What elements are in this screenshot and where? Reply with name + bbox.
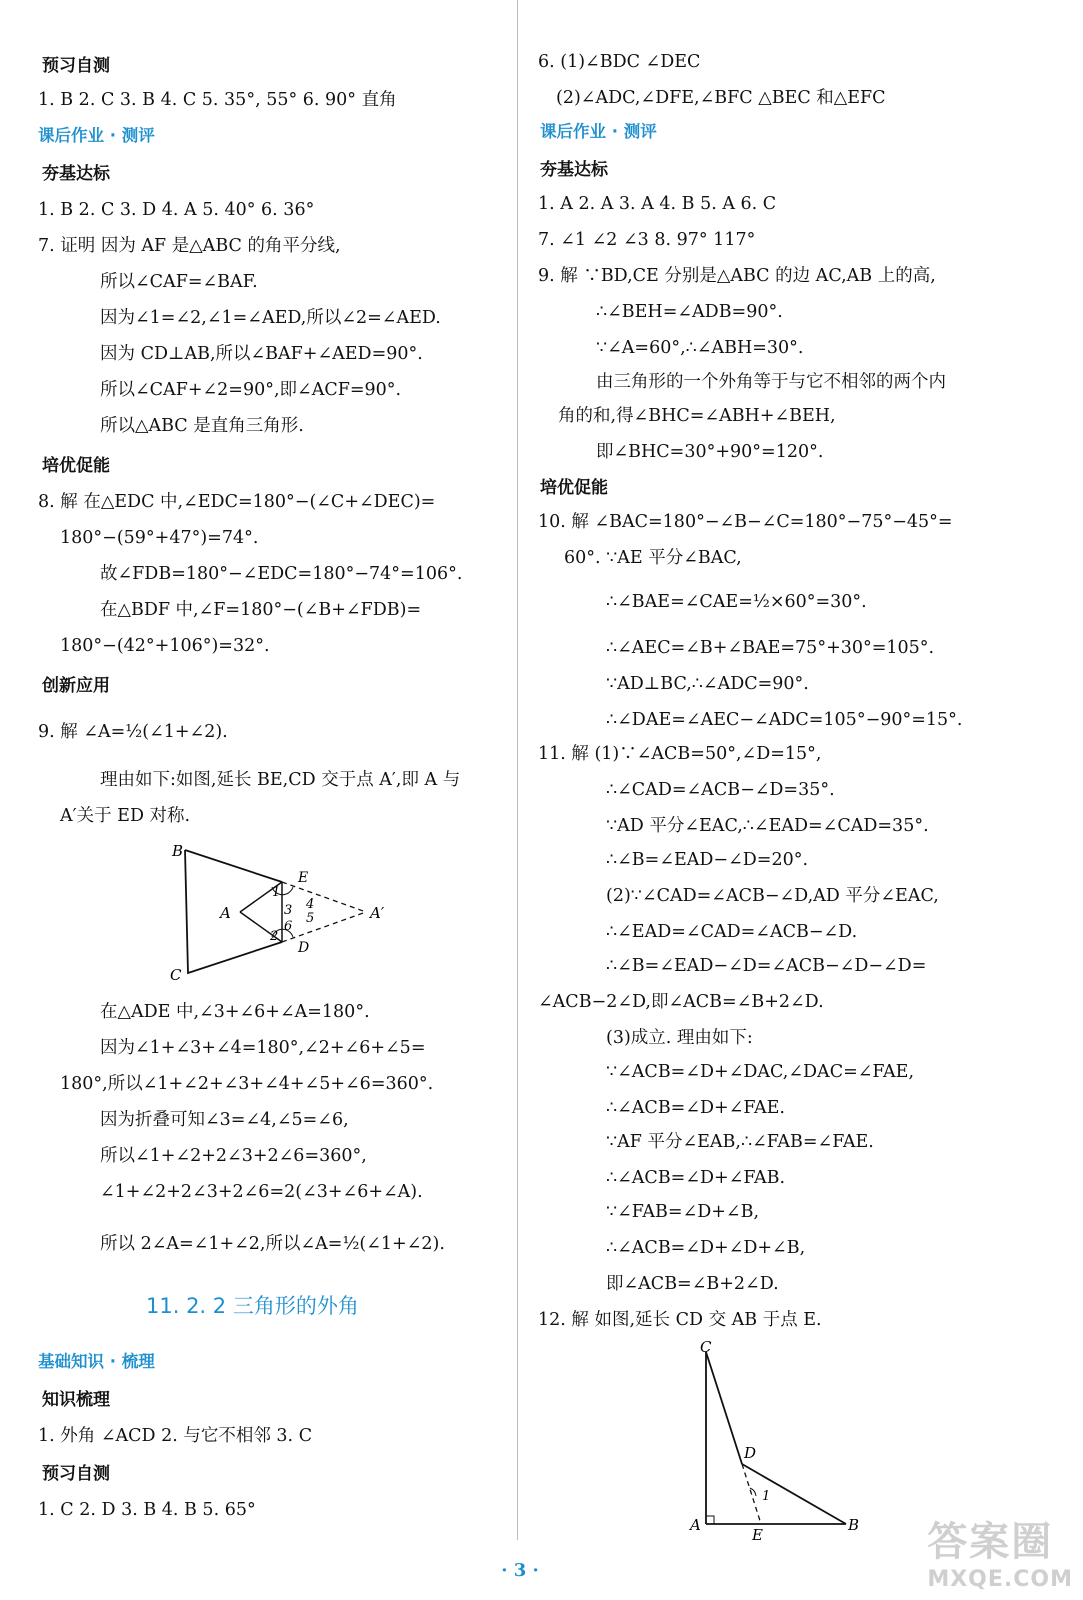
left-line: A′关于 ED 对称. [60,806,191,826]
left-line: 因为 CD⊥AB,所以∠BAF+∠AED=90°. [100,344,423,364]
fig1-angle-1: 1 [272,885,281,900]
right-line: ∵AD 平分∠EAC,∴∠EAD=∠CAD=35°. [606,816,929,836]
right-line: 即∠ACB=∠B+2∠D. [606,1274,779,1294]
fig1-label-A-prime: A′ [370,904,385,922]
right-line: 60°. ∵AE 平分∠BAC, [564,548,742,568]
watermark-logo-text: 答案圈 [927,1519,1054,1565]
right-line: ∴∠BEH=∠ADB=90°. [596,302,783,322]
right-line: ∴∠B=∠EAD−∠D=∠ACB−∠D−∠D= [606,956,927,976]
fig1-label-B: B [172,842,184,860]
left-line: 预习自测 [42,56,110,76]
left-line: 所以∠CAF=∠BAF. [100,272,258,292]
fig2-label-B: B [848,1516,860,1534]
left-line: 故∠FDB=180°−∠EDC=180°−74°=106°. [100,564,463,584]
right-line: ∵∠FAB=∠D+∠B, [606,1202,760,1222]
left-line: 知识梳理 [42,1390,110,1410]
left-line: 所以 2∠A=∠1+∠2,所以∠A=½(∠1+∠2). [100,1234,445,1254]
right-line: 10. 解 ∠BAC=180°−∠B−∠C=180°−75°−45°= [538,512,953,532]
left-line: 因为∠1+∠3+∠4=180°,∠2+∠6+∠5= [100,1038,426,1058]
fig1-angle-5: 5 [306,911,315,926]
left-line: 8. 解 在△EDC 中,∠EDC=180°−(∠C+∠DEC)= [38,492,436,512]
left-line: 因为∠1=∠2,∠1=∠AED,所以∠2=∠AED. [100,308,441,328]
right-line: ∴∠DAE=∠AEC−∠ADC=105°−90°=15°. [606,710,963,730]
watermark-url: MXQE.COM [927,1567,1073,1592]
left-line: 180°−(59°+47°)=74°. [60,528,259,548]
right-line: ∵AD⊥BC,∴∠ADC=90°. [606,674,809,694]
column-divider [517,0,518,1540]
fig2-angle-1: 1 [762,1489,771,1504]
fig1-label-E: E [298,870,309,886]
left-line: 7. 证明 因为 AF 是△ABC 的角平分线, [38,236,341,256]
right-line: 即∠BHC=30°+90°=120°. [596,442,824,462]
left-line: 1. B 2. C 3. D 4. A 5. 40° 6. 36° [38,200,315,220]
right-line: 11. 解 (1)∵∠ACB=50°,∠D=15°, [538,744,822,764]
left-line: 夯基达标 [42,164,110,184]
left-line: 预习自测 [42,1464,110,1484]
left-line: 180°−(42°+106°)=32°. [60,636,270,656]
left-line: 基础知识 · 梳理 [38,1352,155,1371]
right-line: ∴∠B=∠EAD−∠D=20°. [606,850,809,870]
left-line: 理由如下:如图,延长 BE,CD 交于点 A′,即 A 与 [100,770,461,790]
fig2-label-E: E [752,1526,763,1540]
fig2-label-A: A [690,1516,701,1534]
left-line: 课后作业 · 测评 [38,126,155,145]
left-line: 所以∠CAF+∠2=90°,即∠ACF=90°. [100,380,402,400]
left-line: 1. C 2. D 3. B 4. B 5. 65° [38,1500,256,1520]
right-line: ∵∠ACB=∠D+∠DAC,∠DAC=∠FAE, [606,1062,915,1082]
right-line: (2)∵∠CAD=∠ACB−∠D,AD 平分∠EAC, [606,886,939,906]
fig1-angle-6: 6 [284,919,293,934]
left-line: 180°,所以∠1+∠2+∠3+∠4+∠5+∠6=360°. [60,1074,434,1094]
right-line: (3)成立. 理由如下: [606,1028,753,1048]
fig1-angle-3: 3 [284,903,293,918]
right-line: ∴∠ACB=∠D+∠FAE. [606,1098,785,1118]
fig1-label-C: C [170,966,182,984]
right-line: 角的和,得∠BHC=∠ABH+∠BEH, [558,406,836,426]
left-line: 培优促能 [42,456,110,476]
left-line: 创新应用 [42,676,110,696]
watermark [927,1510,1073,1592]
right-line: ∵∠A=60°,∴∠ABH=30°. [596,338,804,358]
page-number: · 3 · [501,1560,539,1581]
right-line: 课后作业 · 测评 [540,122,657,141]
figure-right-triangle [686,1340,876,1540]
right-line: ∴∠CAD=∠ACB−∠D=35°. [606,780,835,800]
right-line: ∴∠ACB=∠D+∠D+∠B, [606,1238,806,1258]
right-line: 12. 解 如图,延长 CD 交 AB 于点 E. [538,1310,822,1330]
left-line: 所以∠1+∠2+2∠3+2∠6=360°, [100,1146,367,1166]
left-line: 1. B 2. C 3. B 4. C 5. 35°, 55° 6. 90° 直角 [38,90,397,110]
right-line: ∵AF 平分∠EAB,∴∠FAB=∠FAE. [606,1132,874,1152]
fig1-label-D: D [298,940,310,956]
fig1-label-A: A [220,904,231,922]
right-line: 1. A 2. A 3. A 4. B 5. A 6. C [538,194,777,214]
right-line: ∠ACB−2∠D,即∠ACB=∠B+2∠D. [538,992,824,1012]
left-line: 1. 外角 ∠ACD 2. 与它不相邻 3. C [38,1426,313,1446]
left-line: 因为折叠可知∠3=∠4,∠5=∠6, [100,1110,349,1130]
right-line: 由三角形的一个外角等于与它不相邻的两个内 [596,372,946,392]
right-line: 培优促能 [540,478,608,498]
fig1-angle-2: 2 [270,929,279,944]
left-line: 所以△ABC 是直角三角形. [100,416,304,436]
left-line: 9. 解 ∠A=½(∠1+∠2). [38,722,228,742]
left-line: 在△ADE 中,∠3+∠6+∠A=180°. [100,1002,370,1022]
right-line: ∴∠BAE=∠CAE=½×60°=30°. [606,592,867,612]
figure-folded-triangle [160,838,400,988]
right-line: ∴∠ACB=∠D+∠FAB. [606,1168,786,1188]
right-line: 夯基达标 [540,160,608,180]
left-line: 在△BDF 中,∠F=180°−(∠B+∠FDB)= [100,600,422,620]
right-line: (2)∠ADC,∠DFE,∠BFC △BEC 和△EFC [556,88,886,108]
left-line: 11. 2. 2 三角形的外角 [146,1294,359,1318]
fig2-label-C: C [700,1340,712,1356]
fig2-label-D: D [744,1444,757,1462]
left-line: ∠1+∠2+2∠3+2∠6=2(∠3+∠6+∠A). [100,1182,423,1202]
right-line: ∴∠AEC=∠B+∠BAE=75°+30°=105°. [606,638,935,658]
right-line: 9. 解 ∵BD,CE 分别是△ABC 的边 AC,AB 上的高, [538,266,936,286]
fig1-angle-4: 4 [306,897,315,912]
right-line: 7. ∠1 ∠2 ∠3 8. 97° 117° [538,230,756,250]
right-line: 6. (1)∠BDC ∠DEC [538,52,701,72]
right-line: ∴∠EAD=∠CAD=∠ACB−∠D. [606,922,858,942]
